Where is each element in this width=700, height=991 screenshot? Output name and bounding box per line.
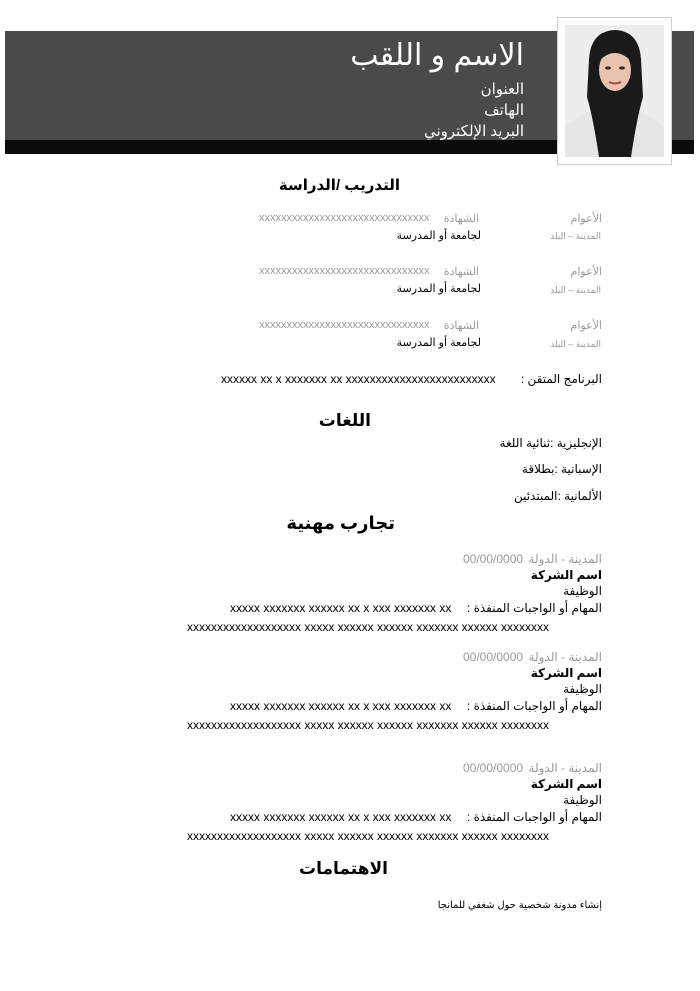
- edu-3-years: الأعوام: [570, 320, 602, 332]
- exp-1-tasks-line1: xxxxx xxxxxxx xxxxxx xx x xxx xxxxxxx xx: [230, 601, 452, 615]
- exp-2-tasks-line1: xxxxx xxxxxxx xxxxxx xx x xxx xxxxxxx xx: [230, 699, 452, 713]
- profile-photo-icon: [565, 25, 664, 157]
- software-value: xxxxxx xx x xxxxxxx xx xxxxxxxxxxxxxxxxxxxxxxxxx: [221, 372, 496, 386]
- exp-1-company: اسم الشركة: [530, 568, 602, 582]
- exp-1-city: المدينة - الدولة: [528, 552, 602, 566]
- edu-2-degree-label: الشهادة: [443, 266, 479, 278]
- full-name: الاسم و اللقب: [350, 39, 524, 72]
- edu-3-city: المدينة – البلد: [550, 339, 601, 349]
- edu-1-years: الأعوام: [570, 213, 602, 225]
- exp-3-tasks-line1: xxxxx xxxxxxx xxxxxx xx x xxx xxxxxxx xx: [230, 810, 452, 824]
- exp-2-tasks-label: المهام أو الواجبات المنفذة :: [466, 699, 602, 713]
- exp-1-date: 00/00/0000: [463, 552, 524, 566]
- edu-1-degree-value: xxxxxxxxxxxxxxxxxxxxxxxxxxxxxxx: [259, 212, 430, 224]
- exp-2-role: الوظيفة: [563, 682, 602, 696]
- exp-3-company: اسم الشركة: [530, 777, 602, 791]
- exp-3-date: 00/00/0000: [463, 761, 524, 775]
- language-spanish: الإسبانية :بطلاقة: [521, 462, 602, 476]
- exp-2-date: 00/00/0000: [463, 650, 524, 664]
- edu-2-degree-value: xxxxxxxxxxxxxxxxxxxxxxxxxxxxxxx: [259, 265, 430, 277]
- edu-1-city: المدينة – البلد: [550, 231, 601, 241]
- language-english: الإنجليزية :ثنائية اللغة: [499, 436, 602, 450]
- edu-1-degree-label: الشهادة: [443, 213, 479, 225]
- interests-title: الاهتمامات: [299, 859, 388, 878]
- edu-3-degree-label: الشهادة: [443, 320, 479, 332]
- address: العنوان: [480, 81, 524, 98]
- experience-title: تجارب مهنية: [286, 513, 395, 533]
- exp-1-tasks-label: المهام أو الواجبات المنفذة :: [466, 601, 602, 615]
- exp-3-role: الوظيفة: [563, 793, 602, 807]
- exp-3-tasks-label: المهام أو الواجبات المنفذة :: [466, 810, 602, 824]
- software-label: البرنامج المتقن :: [520, 372, 602, 386]
- edu-2-years: الأعوام: [570, 266, 602, 278]
- edu-1-school: لجامعة أو المدرسة: [396, 230, 481, 242]
- exp-2-company: اسم الشركة: [530, 666, 602, 680]
- exp-1-role: الوظيفة: [563, 584, 602, 598]
- exp-3-tasks-line2: xxxxxxxxxxxxxxxxxxx xxxxx xxxxxx xxxxxx xxxxxxx xxxxxx xxxxxxxx: [187, 829, 550, 843]
- email: البريد الإلكتروني: [423, 123, 524, 140]
- profile-photo: [557, 17, 672, 165]
- education-title: التدريب /الدراسة: [278, 177, 400, 194]
- languages-title: اللغات: [318, 411, 371, 430]
- language-german: الألمانية :المبتدئين: [513, 489, 602, 503]
- exp-1-tasks-line2: xxxxxxxxxxxxxxxxxxx xxxxx xxxxxx xxxxxx xxxxxxx xxxxxx xxxxxxxx: [187, 620, 550, 634]
- edu-2-city: المدينة – البلد: [550, 285, 601, 295]
- exp-2-city: المدينة - الدولة: [528, 650, 602, 664]
- edu-3-school: لجامعة أو المدرسة: [396, 337, 481, 349]
- edu-3-degree-value: xxxxxxxxxxxxxxxxxxxxxxxxxxxxxxx: [259, 319, 430, 331]
- edu-2-school: لجامعة أو المدرسة: [396, 283, 481, 295]
- exp-3-city: المدينة - الدولة: [528, 761, 602, 775]
- interests-text: إنشاء مدونة شخصية حول شغفي للمانجا: [437, 900, 602, 911]
- phone: الهاتف: [484, 102, 524, 119]
- exp-2-tasks-line2: xxxxxxxxxxxxxxxxxxx xxxxx xxxxxx xxxxxx xxxxxxx xxxxxx xxxxxxxx: [187, 718, 550, 732]
